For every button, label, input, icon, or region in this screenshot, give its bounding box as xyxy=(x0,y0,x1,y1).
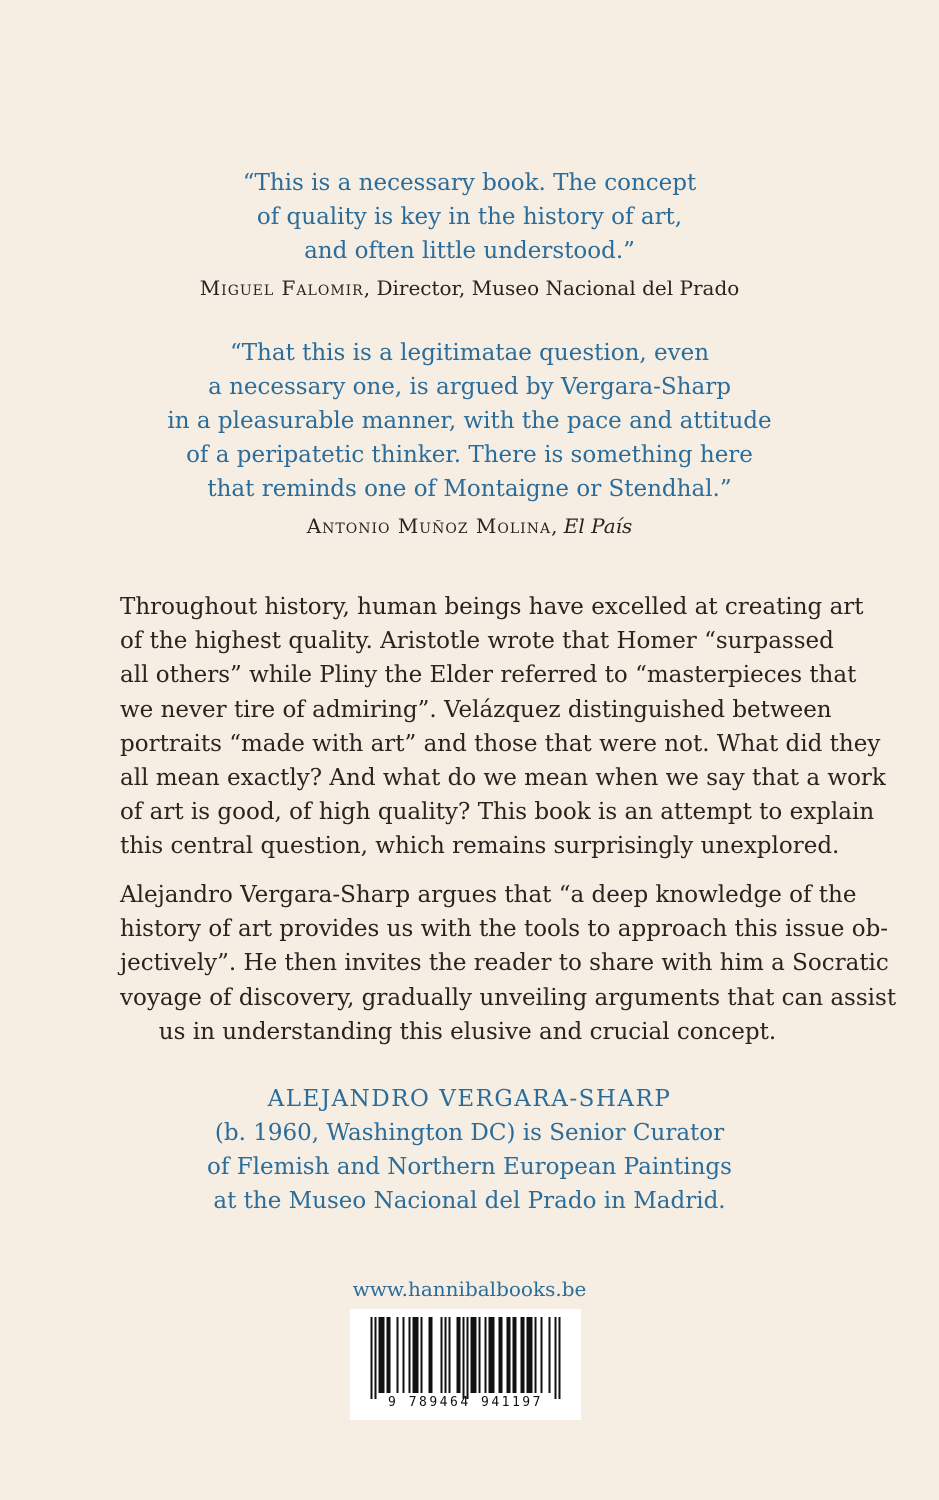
isbn-number: 9 789464 941197 xyxy=(388,1395,543,1410)
paragraph-line: history of art provides us with the tools to approach this issue ob- xyxy=(120,916,889,943)
attribution-author: Antonio Muñoz Molina xyxy=(306,514,552,538)
barcode-bar xyxy=(387,1317,391,1393)
quote-falomir xyxy=(0,166,939,268)
barcode-bar xyxy=(489,1317,495,1393)
barcode-bar xyxy=(549,1317,551,1393)
barcode-guard-bar xyxy=(375,1317,377,1399)
attribution-author: Miguel Falomir xyxy=(199,276,364,300)
blurb-paragraph-1 xyxy=(120,590,886,864)
barcode-bar xyxy=(449,1317,451,1393)
barcode-bar xyxy=(421,1317,423,1393)
author-name: ALEJANDRO VERGARA-SHARP xyxy=(267,1086,672,1112)
paragraph-line: all others” while Pliny the Elder referred to “masterpieces that xyxy=(120,662,857,689)
blurb-paragraph-2 xyxy=(120,878,897,1049)
barcode-bar xyxy=(527,1317,533,1393)
attribution-sep: , xyxy=(551,514,564,538)
barcode-bar xyxy=(397,1317,399,1393)
barcode-bar xyxy=(485,1317,487,1393)
quote-line: of a peripatetic thinker. There is something here xyxy=(186,442,753,468)
barcode-guard-bar xyxy=(463,1317,465,1399)
paragraph-line: us in understanding this elusive and crucial concept. xyxy=(158,1018,777,1045)
barcode-bar xyxy=(535,1317,537,1393)
paragraph-line: all mean exactly? And what do we mean when we say that a work xyxy=(120,765,886,792)
quote-attribution-falomir xyxy=(0,273,939,303)
paragraph-line: portraits “made with art” and those that were not. What did they xyxy=(120,730,881,757)
bio-line: of Flemish and Northern European Paintings xyxy=(207,1154,732,1180)
barcode-bar xyxy=(429,1317,433,1393)
barcode-bar xyxy=(513,1317,517,1393)
barcode-bar xyxy=(507,1317,511,1393)
attribution-role: , Director, Museo Nacional del Prado xyxy=(363,276,740,300)
barcode-bar xyxy=(441,1317,443,1393)
barcode-bar xyxy=(541,1317,543,1393)
paragraph-line: of art is good, of high quality? This book is an attempt to explain xyxy=(120,799,875,826)
barcode-bar xyxy=(413,1317,419,1393)
bio-line: (b. 1960, Washington DC) is Senior Curator xyxy=(214,1120,725,1146)
barcode-bar xyxy=(471,1317,477,1393)
barcode-guard-bar xyxy=(555,1317,557,1399)
quote-attribution-munoz-molina xyxy=(0,511,939,541)
barcode-bar xyxy=(479,1317,481,1393)
barcode-bar xyxy=(499,1317,503,1393)
quote-line: of quality is key in the history of art, xyxy=(256,204,683,230)
quote-line: “That this is a legitimatae question, even xyxy=(229,340,710,366)
bio-line: at the Museo Nacional del Prado in Madrid. xyxy=(213,1188,726,1214)
quote-line: “This is a necessary book. The concept xyxy=(242,170,697,196)
paragraph-line: Throughout history, human beings have excelled at creating art xyxy=(120,594,864,620)
barcode-bar xyxy=(403,1317,405,1393)
paragraph-line: jectively”. He then invites the reader to share with him a Socratic xyxy=(120,950,889,977)
barcode-bar xyxy=(445,1317,447,1393)
isbn-barcode xyxy=(350,1309,581,1420)
quote-line: in a pleasurable manner, with the pace and attitude xyxy=(167,408,772,434)
barcode-bar xyxy=(409,1317,411,1393)
barcode-guard-bar xyxy=(371,1317,373,1399)
quote-line: a necessary one, is argued by Vergara-Sharp xyxy=(208,374,731,400)
publisher-url: www.hannibalbooks.be xyxy=(352,1277,587,1301)
paragraph-line: this central question, which remains surprisingly unexplored. xyxy=(120,833,840,860)
quote-line: that reminds one of Montaigne or Stendhal.” xyxy=(207,476,732,502)
author-bio xyxy=(0,1082,939,1218)
quote-munoz-molina xyxy=(0,336,939,506)
barcode-bar xyxy=(379,1317,385,1393)
paragraph-line: Alejandro Vergara-Sharp argues that “a deep knowledge of the xyxy=(120,882,857,908)
attribution-source: El País xyxy=(563,514,633,538)
barcode-bar xyxy=(457,1317,461,1393)
paragraph-line: of the highest quality. Aristotle wrote that Homer “surpassed xyxy=(120,628,834,655)
quote-line: and often little understood.” xyxy=(304,238,635,264)
barcode-bar xyxy=(521,1317,525,1393)
barcode-guard-bar xyxy=(559,1317,561,1399)
paragraph-line: voyage of discovery, gradually unveiling arguments that can assist xyxy=(120,984,897,1011)
paragraph-line: we never tire of admiring”. Velázquez distinguished between xyxy=(120,696,832,723)
barcode-guard-bar xyxy=(467,1317,469,1399)
